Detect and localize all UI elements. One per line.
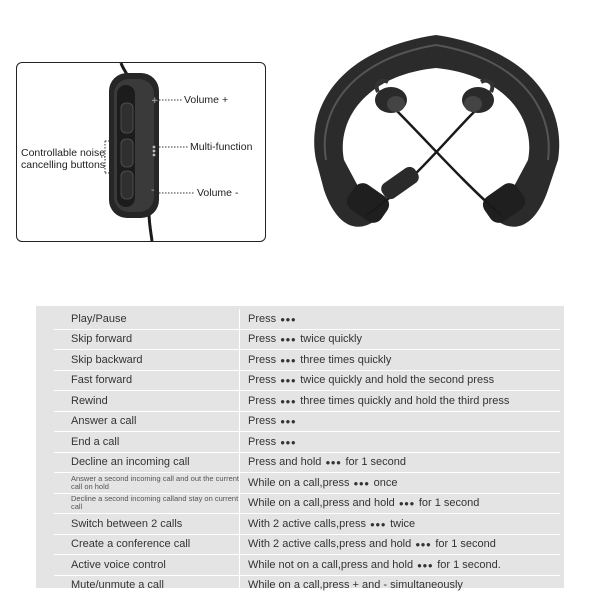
action-cell: Switch between 2 calls — [54, 514, 240, 535]
multi-function-dots-icon: ●●● — [280, 437, 297, 447]
instruction-text: Press — [248, 312, 280, 325]
instruction-text: Press — [248, 415, 280, 428]
instruction-text: three times quickly and hold the third press — [297, 394, 510, 407]
table-row — [54, 309, 560, 329]
multi-function-dots-icon: ●●● — [398, 499, 415, 509]
table-row — [54, 473, 560, 494]
instruction-cell — [240, 411, 561, 432]
action-cell: Skip backward — [54, 350, 240, 371]
multi-function-dots-icon: ●●● — [280, 335, 297, 345]
instruction-cell — [240, 350, 561, 371]
instruction-text: With 2 active calls,press and hold — [248, 538, 415, 551]
volume-up-label: Volume + — [184, 94, 229, 106]
instruction-text: While on a call,press + and - simultaneously — [248, 579, 463, 592]
table-row — [54, 432, 560, 453]
noise-cancelling-label — [21, 147, 105, 171]
instruction-cell — [240, 493, 561, 514]
instruction-cell — [240, 309, 561, 329]
instruction-text: Press and hold — [248, 456, 325, 469]
action-cell: Answer a call — [54, 411, 240, 432]
instruction-text: three times quickly — [297, 353, 392, 366]
instruction-cell — [240, 575, 561, 596]
instruction-text: twice quickly and hold the second press — [297, 374, 495, 387]
action-cell: Mute/unmute a call — [54, 575, 240, 596]
instruction-cell — [240, 514, 561, 535]
multi-function-dots-icon: ●●● — [370, 519, 387, 529]
noise-cancelling-label-line2: cancelling buttons — [21, 159, 106, 171]
action-cell: Decline a second incoming calland stay on current call — [54, 493, 240, 514]
multi-function-dots-icon: ●●● — [280, 376, 297, 386]
svg-text:-: - — [151, 185, 155, 196]
multi-function-dots-icon: ●●● — [417, 560, 434, 570]
table-row — [54, 391, 560, 412]
table-row — [54, 493, 560, 514]
instruction-cell — [240, 370, 561, 391]
instruction-text: for 1 second. — [434, 558, 501, 571]
controls-table-panel — [36, 306, 564, 592]
instruction-text: Press — [248, 394, 280, 407]
volume-down-label: Volume - — [197, 187, 239, 199]
svg-text:+: + — [151, 96, 159, 106]
instruction-text: twice — [387, 517, 416, 530]
instruction-text: for 1 second — [432, 538, 496, 551]
table-row — [54, 555, 560, 576]
instruction-text: Press — [248, 333, 280, 346]
table-row — [54, 370, 560, 391]
table-row — [54, 329, 560, 350]
instruction-text: While on a call,press — [248, 476, 353, 489]
instruction-text: for 1 second — [342, 456, 407, 469]
controls-table — [54, 309, 560, 596]
multi-function-label: Multi-function — [190, 141, 253, 153]
instruction-cell — [240, 391, 561, 412]
action-cell: Play/Pause — [54, 309, 240, 329]
action-cell: Create a conference call — [54, 534, 240, 555]
multi-function-dots-icon: ●●● — [280, 355, 297, 365]
action-cell: End a call — [54, 432, 240, 453]
table-row — [54, 534, 560, 555]
multi-function-dots-icon: ●●● — [280, 417, 297, 427]
multi-function-dots-icon: ●●● — [325, 458, 342, 468]
instruction-text: While not on a call,press and hold — [248, 558, 417, 571]
multi-function-dots-icon: ●●● — [280, 314, 297, 324]
noise-cancelling-label-line1: Controllable noise — [21, 147, 106, 159]
instruction-text: Press — [248, 353, 280, 366]
instruction-text: for 1 second — [415, 497, 480, 510]
action-cell: Decline an incoming call — [54, 452, 240, 473]
neckband-headphones-icon — [296, 20, 576, 245]
table-row — [54, 411, 560, 432]
action-cell: Active voice control — [54, 555, 240, 576]
instruction-cell — [240, 534, 561, 555]
instruction-cell — [240, 473, 561, 494]
instruction-text: Press — [248, 374, 280, 387]
multi-function-dots-icon: ●●● — [415, 540, 432, 550]
instruction-cell — [240, 555, 561, 576]
instruction-text: Press — [248, 435, 280, 448]
table-row — [54, 575, 560, 596]
instruction-cell — [240, 432, 561, 453]
action-cell: Fast forward — [54, 370, 240, 391]
instruction-text: once — [370, 476, 398, 489]
instruction-text: With 2 active calls,press — [248, 517, 370, 530]
action-cell: Skip forward — [54, 329, 240, 350]
table-row — [54, 350, 560, 371]
action-cell: Rewind — [54, 391, 240, 412]
instruction-cell — [240, 329, 561, 350]
instruction-cell — [240, 452, 561, 473]
table-row — [54, 452, 560, 473]
instruction-text: twice quickly — [297, 333, 362, 346]
multi-function-dots-icon: ●●● — [353, 478, 370, 488]
table-row — [54, 514, 560, 535]
multi-function-dots-icon: ●●● — [280, 396, 297, 406]
instruction-text: While on a call,press and hold — [248, 497, 398, 510]
action-cell: Answer a second incoming call and out the current call on hold — [54, 473, 240, 494]
